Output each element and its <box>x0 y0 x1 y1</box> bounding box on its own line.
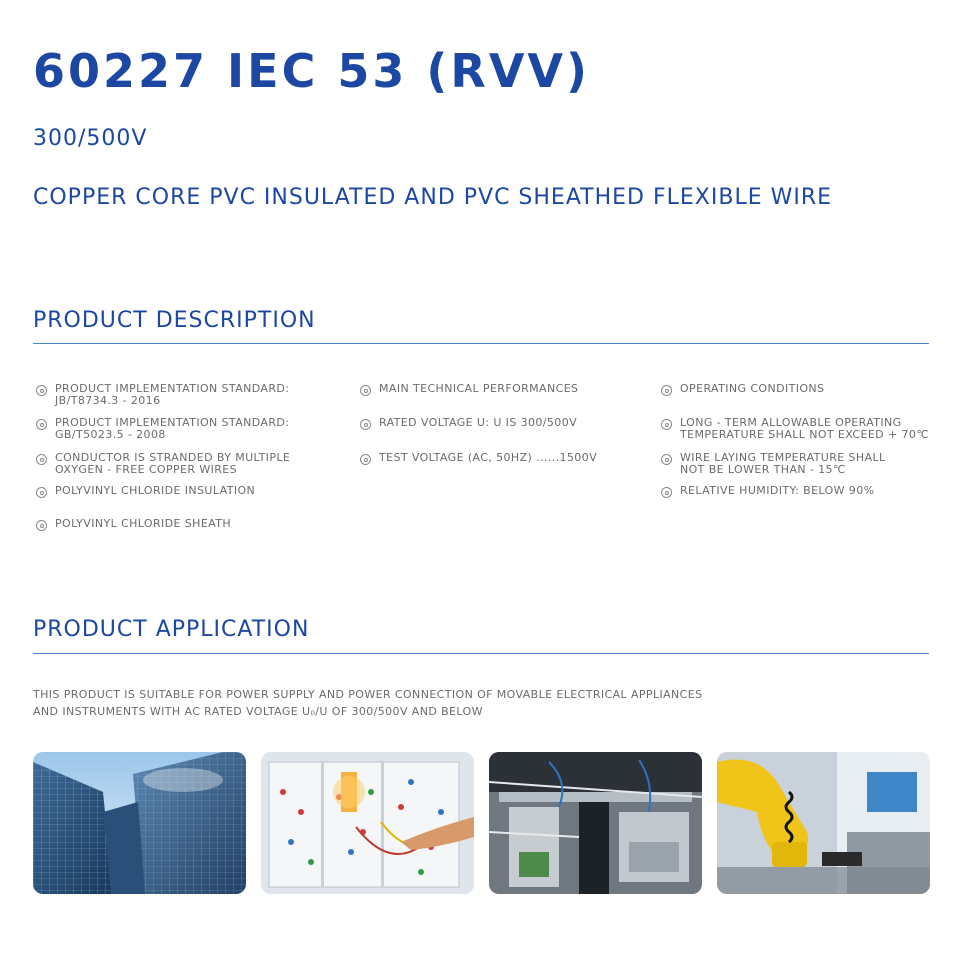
list-item: RELATIVE HUMIDITY: BELOW 90% <box>661 485 874 498</box>
ring-bullet-icon <box>36 385 47 396</box>
ring-bullet-icon <box>661 385 672 396</box>
ring-bullet-icon <box>36 454 47 465</box>
ring-bullet-icon <box>36 520 47 531</box>
ring-bullet-icon <box>661 419 672 430</box>
ring-bullet-icon <box>36 419 47 430</box>
application-text: THIS PRODUCT IS SUITABLE FOR POWER SUPPLY AND POWER CONNECTION OF MOVABLE ELECTRICAL APPLIANCES AND INSTRUMENTS WITH AC RATED VOLTAGE U₀/U OF 300/500V AND BELOW <box>33 688 703 718</box>
list-item: WIRE LAYING TEMPERATURE SHALL NOT BE LOWER THAN - 15℃ <box>661 452 886 475</box>
list-item: POLYVINYL CHLORIDE INSULATION <box>36 485 255 498</box>
ring-bullet-icon <box>661 487 672 498</box>
list-item: LONG - TERM ALLOWABLE OPERATING TEMPERATURE SHALL NOT EXCEED + 70℃ <box>661 417 929 440</box>
industrial-robot-arm-photo <box>717 752 930 894</box>
application-heading: PRODUCT APPLICATION <box>33 617 310 642</box>
ring-bullet-icon <box>36 487 47 498</box>
electrical-training-panel-photo <box>261 752 474 894</box>
ring-bullet-icon <box>360 419 371 430</box>
list-item: TEST VOLTAGE (AC, 50HZ) ......1500V <box>360 452 597 465</box>
list-item: PRODUCT IMPLEMENTATION STANDARD: GB/T5023.5 - 2008 <box>36 417 289 440</box>
list-item: OPERATING CONDITIONS <box>661 383 824 396</box>
automation-equipment-photo <box>489 752 702 894</box>
ring-bullet-icon <box>360 385 371 396</box>
application-divider <box>33 653 929 654</box>
ring-bullet-icon <box>661 454 672 465</box>
skyscraper-photo <box>33 752 246 894</box>
description-heading: PRODUCT DESCRIPTION <box>33 308 316 333</box>
list-item: CONDUCTOR IS STRANDED BY MULTIPLE OXYGEN - FREE COPPER WIRES <box>36 452 290 475</box>
description-divider <box>33 343 929 344</box>
ring-bullet-icon <box>360 454 371 465</box>
product-subtitle: COPPER CORE PVC INSULATED AND PVC SHEATHED FLEXIBLE WIRE <box>33 185 833 210</box>
list-item: PRODUCT IMPLEMENTATION STANDARD: JB/T8734.3 - 2016 <box>36 383 289 406</box>
list-item: RATED VOLTAGE U: U IS 300/500V <box>360 417 577 430</box>
product-title: 60227 IEC 53 (RVV) <box>33 44 591 98</box>
rated-voltage: 300/500V <box>33 126 148 151</box>
list-item: MAIN TECHNICAL PERFORMANCES <box>360 383 578 396</box>
list-item: POLYVINYL CHLORIDE SHEATH <box>36 518 231 531</box>
